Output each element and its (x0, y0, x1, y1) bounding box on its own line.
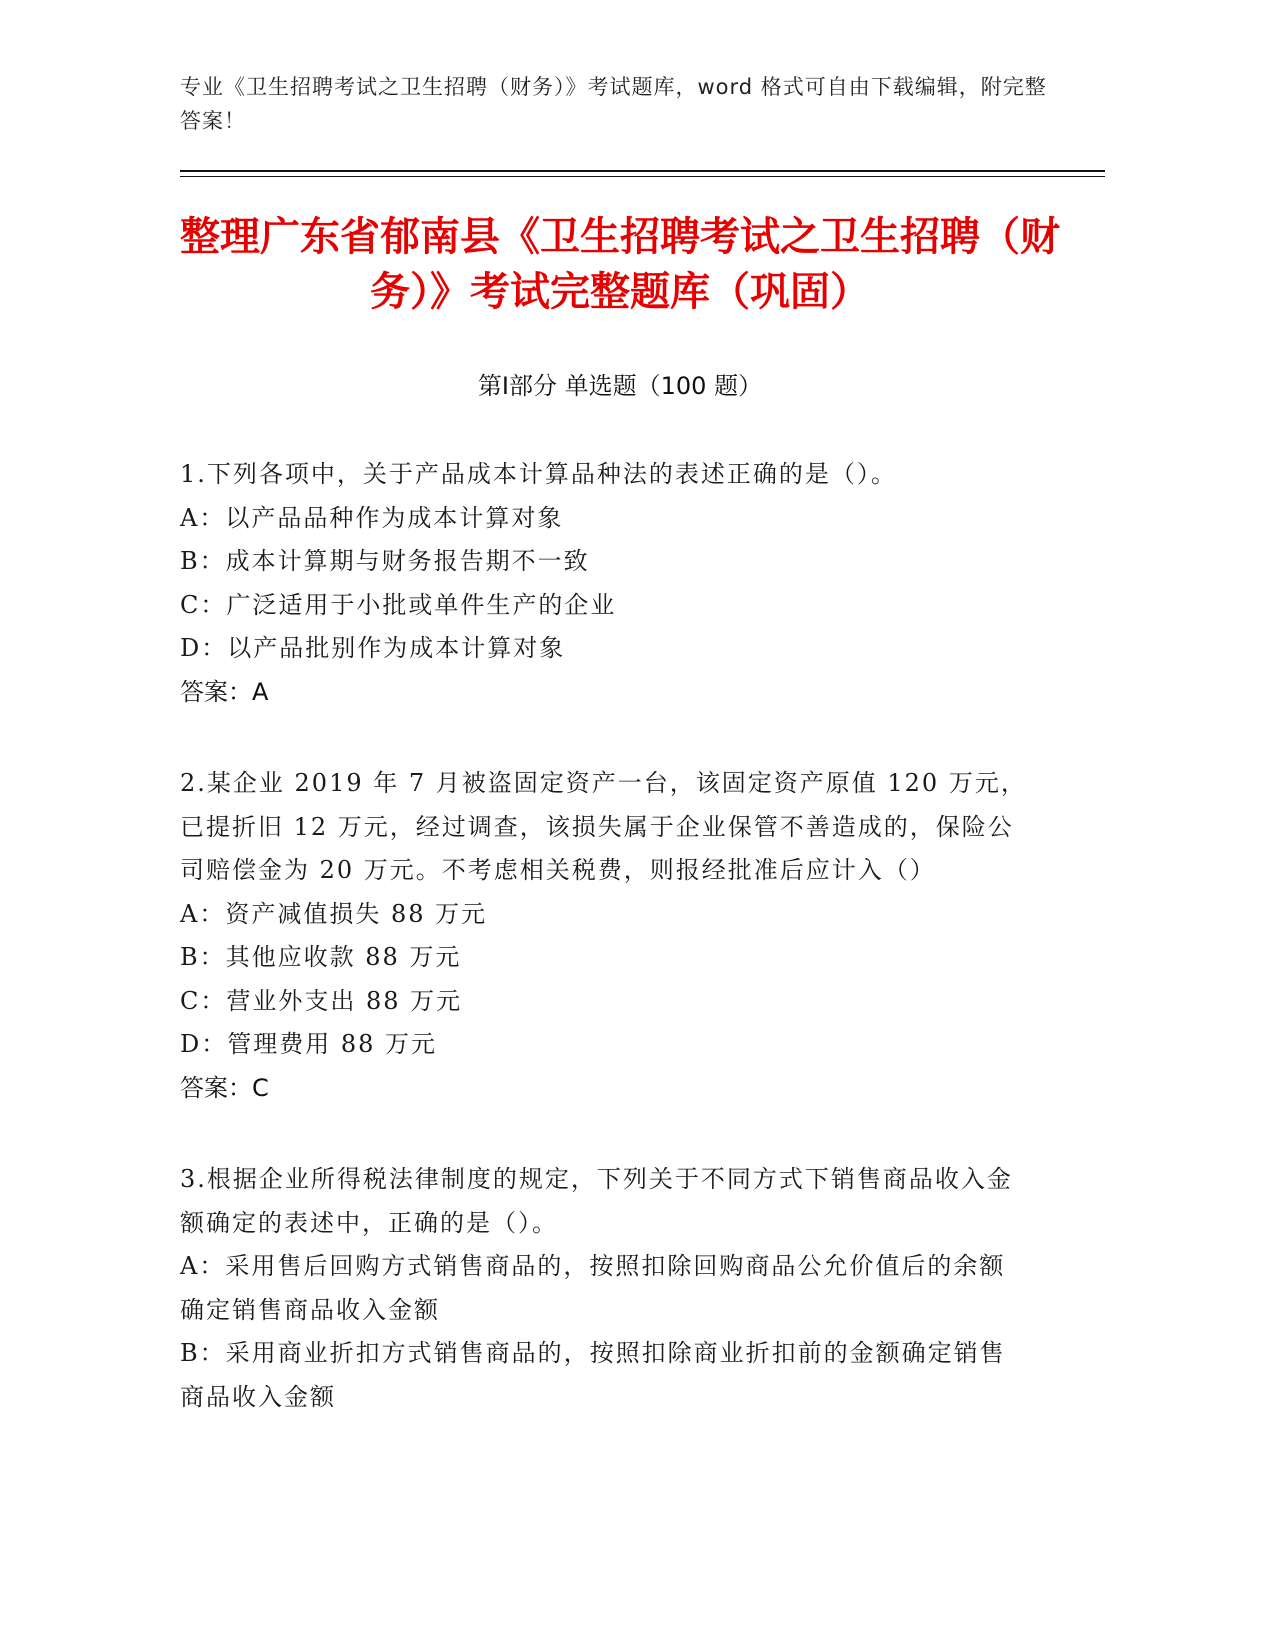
answer: 答案：A (180, 677, 269, 706)
question-stem: 3.根据企业所得税法律制度的规定，下列关于不同方式下销售商品收入金额确定的表述中，正确的是（）。 (180, 1165, 1013, 1237)
question-stem: 1.下列各项中，关于产品成本计算品种法的表述正确的是（）。 (180, 460, 897, 488)
option-b: B：成本计算期与财务报告期不一致 (180, 547, 590, 575)
header-divider-thin (180, 176, 1105, 177)
question-2 (180, 762, 1030, 1110)
answer: 答案：C (180, 1073, 269, 1102)
option-c: C：营业外支出 88 万元 (180, 986, 463, 1015)
question-1 (180, 453, 1030, 714)
option-b: B：采用商业折扣方式销售商品的，按照扣除商业折扣前的金额确定销售商品收入金额 (180, 1339, 1006, 1411)
document-title: 整理广东省郁南县《卫生招聘考试之卫生招聘（财务）》考试完整题库（巩固） (180, 214, 1060, 315)
section-title: 第Ⅰ部分 单选题（100 题） (477, 372, 763, 400)
option-d: D：管理费用 88 万元 (180, 1030, 438, 1058)
option-a: A：资产减值损失 88 万元 (180, 899, 488, 928)
option-a: A：采用售后回购方式销售商品的，按照扣除回购商品公允价值后的余额确定销售商品收入金额 (180, 1252, 1006, 1324)
option-c: C：广泛适用于小批或单件生产的企业 (180, 590, 617, 619)
option-d: D：以产品批别作为成本计算对象 (180, 634, 566, 662)
question-list (180, 453, 1030, 1467)
option-a: A：以产品品种作为成本计算对象 (180, 503, 564, 532)
header-note: 专业《卫生招聘考试之卫生招聘（财务）》考试题库，word 格式可自由下载编辑，附完整答案！ (180, 75, 1047, 133)
option-b: B：其他应收款 88 万元 (180, 943, 462, 971)
header-divider-thick (180, 170, 1105, 172)
question-stem: 2.某企业 2019 年 7 月被盗固定资产一台，该固定资产原值 120 万元，已提折旧 12 万元，经过调查，该损失属于企业保管不善造成的，保险公司赔偿金为 20 万元。不考虑相关税费，则报经批准后应计入（） (180, 769, 1027, 884)
question-3 (180, 1158, 1030, 1419)
